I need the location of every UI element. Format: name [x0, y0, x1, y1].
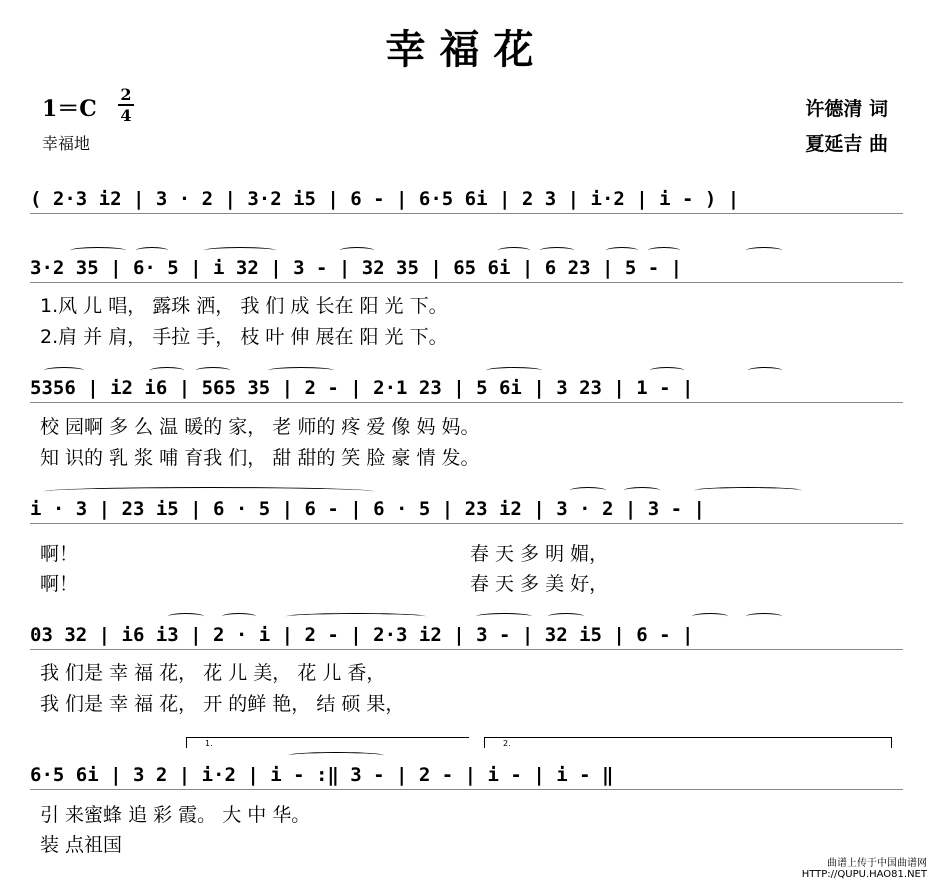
slur [196, 367, 230, 374]
slur [606, 247, 638, 254]
lyric-verse-2: 装 点祖国 [40, 834, 123, 856]
slur [570, 487, 606, 494]
first-ending-label: 1. [205, 739, 213, 748]
notation-line-1: ( 2·3 i2 | 3 · 2 | 3·2 i5 | 6 - | 6·5 6i | 2 3 | i·2 | i - ) | [30, 188, 903, 210]
time-signature [118, 86, 134, 124]
slur [486, 367, 542, 374]
lyric-verse-1-left: 啊！ [40, 543, 79, 565]
slur [692, 613, 728, 620]
lyric-verse-2: 我 们是 幸 福 花， 开 的鲜 艳， 结 硕 果， [40, 693, 405, 715]
key-signature: 1＝C [42, 96, 97, 122]
notation-line-3: 5356 | i2 i6 | 565 35 | 2 - | 2·1 23 | 5 6i | 3 23 | 1 - | [30, 377, 903, 399]
lyric-verse-1: 我 们是 幸 福 花， 花 儿 美， 花 儿 香， [40, 662, 386, 684]
first-ending-bracket [186, 737, 469, 748]
slur [150, 367, 184, 374]
notation-line-2: 3·2 35 | 6· 5 | i 32 | 3 - | 32 35 | 65 6i | 6 23 | 5 - | [30, 257, 903, 279]
slur [136, 247, 168, 254]
slur [540, 247, 574, 254]
composer-credit: 夏延吉 曲 [805, 133, 888, 155]
slur [70, 247, 126, 254]
slur [168, 613, 204, 620]
slur [44, 367, 84, 374]
slur [650, 367, 684, 374]
slur [648, 247, 680, 254]
slur [624, 487, 660, 494]
lyric-verse-1-right: 春 天 多 明 媚， [470, 543, 609, 565]
lyric-verse-2: 2.肩 并 肩， 手拉 手， 枝 叶 伸 展在 阳 光 下。 [40, 326, 448, 348]
watermark-line-2: HTTP://QUPU.HAO81.NET [801, 869, 927, 880]
slur [268, 367, 334, 374]
notation-line-5: 03 32 | i6 i3 | 2 · i | 2 - | 2·3 i2 | 3 - | 32 i5 | 6 - | [30, 624, 903, 646]
slur [548, 613, 584, 620]
lyric-verse-2-left: 啊！ [40, 573, 79, 595]
page-title: 幸福花 [385, 26, 548, 73]
site-watermark [802, 858, 927, 880]
time-denominator: 4 [120, 106, 132, 125]
notation-line-4: i · 3 | 23 i5 | 6 · 5 | 6 - | 6 · 5 | 23 i2 | 3 · 2 | 3 - | [30, 498, 903, 520]
tempo-expression: 幸福地 [42, 134, 91, 153]
slur [288, 752, 384, 759]
slur [222, 613, 256, 620]
slur [498, 247, 530, 254]
lyric-verse-2: 知 识的 乳 浆 哺 育我 们， 甜 甜的 笑 脸 豪 情 发。 [40, 447, 480, 469]
time-numerator: 2 [120, 85, 132, 104]
lyric-verse-2-right: 春 天 多 美 好， [470, 573, 609, 595]
slur [44, 487, 374, 496]
lyric-verse-1: 1.风 儿 唱， 露珠 洒， 我 们 成 长在 阳 光 下。 [40, 295, 448, 317]
slur [340, 247, 374, 254]
slur [204, 247, 276, 254]
slur [746, 247, 782, 254]
slur [476, 613, 532, 620]
second-ending-label: 2. [503, 739, 511, 748]
slur [694, 487, 802, 494]
slur [286, 613, 426, 620]
slur [748, 367, 782, 374]
slur [746, 613, 782, 620]
second-ending-bracket [484, 737, 892, 748]
lyric-verse-1: 校 园啊 多 么 温 暖的 家， 老 师的 疼 爱 像 妈 妈。 [40, 416, 480, 438]
lyricist-credit: 许德清 词 [805, 98, 888, 120]
watermark-line-1: 曲谱上传于中国曲谱网 [827, 858, 927, 869]
notation-line-6: 6·5 6i | 3 2 | i·2 | i - :‖ 3 - | 2 - | i - | i - ‖ [30, 764, 903, 786]
lyric-verse-1: 引 来蜜蜂 追 彩 霞。 大 中 华。 [40, 804, 311, 826]
